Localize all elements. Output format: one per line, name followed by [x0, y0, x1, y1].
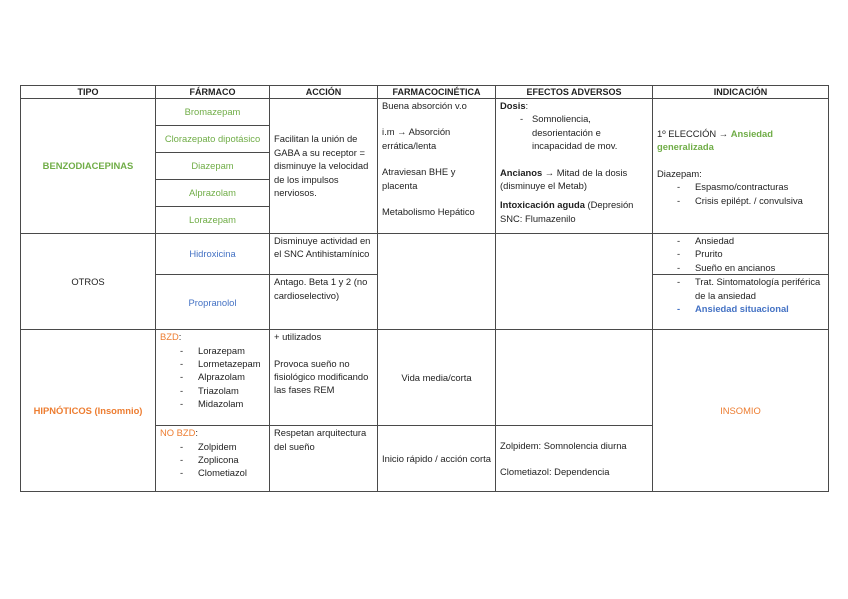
eleccion-prefix: 1º ELECCIÓN →: [657, 128, 731, 139]
nobzd-heading: [160, 426, 265, 439]
nobzd-drug-item: - Zolpidem: [160, 440, 265, 453]
otros-farmacocinetica: [378, 234, 496, 330]
bzd-drug-item: - Triazolam: [160, 384, 265, 397]
hidroxicina-indicacion-item: - Prurito: [657, 247, 824, 260]
pk-im: i.m → Absorción errática/lenta: [382, 126, 451, 151]
propranolol-indicacion-list: [657, 275, 824, 315]
intox-label: Intoxicación aguda: [500, 199, 585, 211]
efectos-intoxicacion: [500, 198, 648, 225]
header-accion: ACCIÓN: [270, 86, 378, 99]
dosis-colon: :: [525, 100, 529, 111]
nobzd-drug-item: - Zoplicona: [160, 453, 265, 466]
propranolol-indicacion-item: - Trat. Sintomatología periférica de la ansiedad: [657, 275, 824, 302]
drug-lorazepam: Lorazepam: [156, 207, 270, 234]
bzd-accion-2: Provoca sueño no fisiológico modificando las fases REM: [274, 357, 369, 396]
bzd-accion-1: + utilizados: [274, 331, 322, 343]
hipnoticos-indicacion: INSOMIO: [653, 330, 829, 492]
nobzd-colon: :: [195, 427, 199, 439]
hidroxicina-indicacion-item: - Ansiedad: [657, 234, 824, 247]
bzd-drug-item: - Lormetazepam: [160, 357, 265, 370]
hipnoticos-paren: (Insomnio): [94, 405, 143, 417]
bzd-drug-item: - Lorazepam: [160, 344, 265, 357]
propranolol-indicacion: [653, 275, 829, 330]
nobzd-farmacocinetica: Inicio rápido / acción corta: [378, 426, 496, 492]
hidroxicina-indicacion-item: - Sueño en ancianos: [657, 261, 824, 274]
indicacion-eleccion: [657, 127, 824, 154]
header-farmacocinetica: FARMACOCINÉTICA: [378, 86, 496, 99]
diazepam-list: [657, 180, 824, 207]
header-row: [21, 86, 829, 99]
efectos-dosis: [500, 99, 648, 112]
nobzd-label: NO BZD: [160, 427, 196, 439]
nobzd-efectos-adversos: [496, 426, 653, 492]
hipnoticos-label: HIPNÓTICOS: [33, 405, 92, 417]
hidroxicina-accion: Disminuye actividad en el SNC Antihistamínico: [270, 234, 378, 275]
ancianos-text: → Mitad de la dosis (disminuye el Metab): [500, 166, 628, 192]
hidroxicina-indicacion-list: [657, 234, 824, 274]
otros-efectos-adversos: [496, 234, 653, 330]
diazepam-item: - Espasmo/contracturas: [657, 180, 824, 193]
benzo-row-1: [21, 99, 829, 126]
tipo-otros: OTROS: [21, 234, 156, 330]
hipnoticos-row-1: [21, 330, 829, 426]
nobzd-drug-list: [160, 440, 265, 480]
dosis-list: [500, 112, 648, 152]
efectos-ancianos: [500, 166, 648, 193]
hidroxicina-indicacion: [653, 234, 829, 275]
pk-absorcion-vo: Buena absorción v.o: [382, 100, 467, 111]
bzd-farmacocinetica: Vida media/corta: [378, 330, 496, 426]
benzo-efectos-adversos: [496, 99, 653, 234]
nobzd-efecto-zolpidem: Zolpidem: Somnolencia diurna: [500, 439, 627, 451]
pk-metabolismo: Metabolismo Hepático: [382, 206, 475, 218]
bzd-drug-item: - Alprazolam: [160, 370, 265, 383]
benzo-farmacocinetica: [378, 99, 496, 234]
drug-hidroxicina: Hidroxicina: [156, 234, 270, 275]
header-farmaco: FÁRMACO: [156, 86, 270, 99]
bzd-drug-item: - Midazolam: [160, 397, 265, 410]
tipo-hipnoticos: [21, 330, 156, 492]
benzo-accion: Facilitan la unión de GABA a su receptor = disminuye la velocidad de los impulsos nerviosos.: [270, 99, 378, 234]
nobzd-efecto-clometiazol: Clometiazol: Dependencia: [500, 466, 610, 478]
diazepam-label: Diazepam:: [657, 167, 702, 179]
drug-bromazepam: Bromazepam: [156, 99, 270, 126]
bzd-colon: :: [178, 331, 182, 343]
nobzd-drugs: [156, 426, 270, 492]
diazepam-item: - Crisis epilépt. / convulsiva: [657, 194, 824, 207]
bzd-drug-list: [160, 344, 265, 411]
header-tipo: TIPO: [21, 86, 156, 99]
drug-diazepam: Diazepam: [156, 153, 270, 180]
bzd-efectos-adversos: [496, 330, 653, 426]
tipo-benzodiacepinas: BENZODIACEPINAS: [21, 99, 156, 234]
benzo-indicacion: [653, 99, 829, 234]
drug-clorazepato: Clorazepato dipotásico: [156, 126, 270, 153]
nobzd-drug-item: - Clometiazol: [160, 466, 265, 479]
bzd-accion: [270, 330, 378, 426]
pharmacology-table: [20, 85, 829, 492]
drug-alprazolam: Alprazolam: [156, 180, 270, 207]
bzd-drugs: [156, 330, 270, 426]
header-indicacion: INDICACIÓN: [653, 86, 829, 99]
ancianos-label: Ancianos: [500, 166, 543, 178]
drug-propranolol: Propranolol: [156, 275, 270, 330]
intox-text: (Depresión SNC: Flumazenilo: [500, 199, 634, 224]
bzd-label: BZD: [160, 331, 179, 343]
bzd-heading: [160, 330, 265, 343]
header-efectos-adversos: EFECTOS ADVERSOS: [496, 86, 653, 99]
propranolol-indicacion-item: - Ansiedad situacional: [657, 302, 824, 315]
otros-row-1: [21, 234, 829, 275]
dosis-label: Dosis: [500, 100, 526, 111]
propranolol-accion: Antago. Beta 1 y 2 (no cardioselectivo): [270, 275, 378, 330]
pk-bhe: Atraviesan BHE y placenta: [382, 166, 456, 191]
dosis-item: - Somnoliencia, desorientación e incapacidad de mov.: [500, 112, 648, 152]
eleccion-value: Ansiedad generalizada: [657, 128, 773, 153]
nobzd-accion: Respetan arquitectura del sueño: [270, 426, 378, 492]
